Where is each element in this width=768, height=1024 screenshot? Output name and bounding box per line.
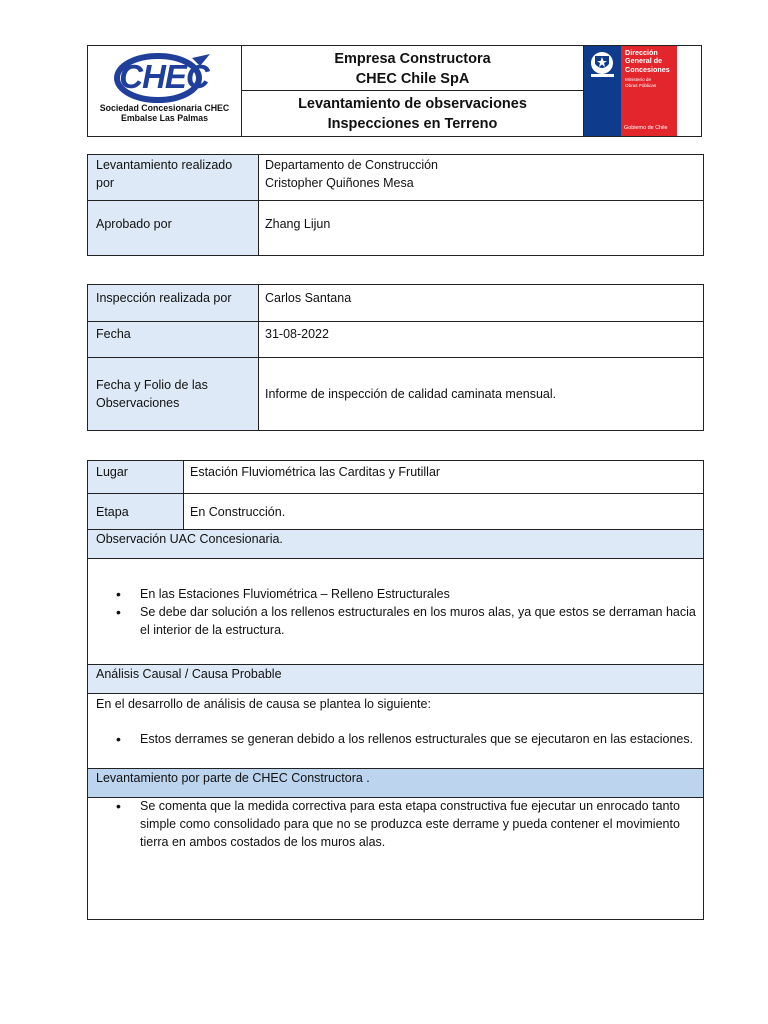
observacion-body xyxy=(88,585,696,639)
logo-caption-2: Embalse Las Palmas xyxy=(120,113,209,123)
gov-subtitle-line: Ministerio de xyxy=(625,77,652,82)
gov-title-line: General de xyxy=(625,56,663,66)
gov-title-line: Dirección xyxy=(625,48,658,57)
etapa-label: Etapa xyxy=(96,505,129,519)
gov-subtitle-line: Obras Públicas xyxy=(625,83,657,88)
etapa-value: En Construcción. xyxy=(190,505,286,519)
folio-label xyxy=(96,376,256,412)
inspection-table xyxy=(87,284,704,431)
gov-subtitle xyxy=(625,77,677,89)
gov-title xyxy=(625,49,677,74)
logo-caption-1: Sociedad Concesionaria CHEC xyxy=(99,103,230,113)
fecha-value: 31-08-2022 xyxy=(265,327,329,341)
list-item: • Se comenta que la medida correctiva para esta etapa constructiva fue ejecutar un enrocado tanto simple como consolidado para que no se produzca este derrame y pueda contener el movimiento tierra en ambos costados de los muros alas. xyxy=(140,797,696,851)
approval-table xyxy=(87,154,704,256)
company-line-1: Empresa Constructora xyxy=(334,51,491,67)
observation-table xyxy=(87,460,704,920)
lugar-value: Estación Fluviométrica las Carditas y Frutillar xyxy=(190,465,441,479)
realizado-label-line: por xyxy=(96,176,115,190)
folio-label-line: Fecha y Folio de las xyxy=(96,378,208,392)
logo-text: CHEC xyxy=(119,58,209,95)
aprobado-value: Zhang Lijun xyxy=(265,217,331,231)
company-cell xyxy=(242,46,583,90)
header-table xyxy=(87,45,702,137)
doc-title-line-2: Inspecciones en Terreno xyxy=(327,116,498,132)
folio-value: Informe de inspección de calidad caminata mensual. xyxy=(265,387,557,401)
folio-label-line: Observaciones xyxy=(96,396,180,410)
analisis-header-text: Análisis Causal / Causa Probable xyxy=(96,667,282,681)
analisis-body xyxy=(88,730,700,748)
coat-of-arms-icon xyxy=(586,48,619,80)
inspeccion-label: Inspección realizada por xyxy=(96,291,232,305)
analisis-intro: En el desarrollo de análisis de causa se plantea lo siguiente: xyxy=(96,697,431,711)
levantamiento-body xyxy=(88,797,696,851)
observacion-header-text: Observación UAC Concesionaria. xyxy=(96,532,283,546)
chec-logo xyxy=(88,46,241,136)
doc-title-line-1: Levantamiento de observaciones xyxy=(298,96,527,112)
realizado-value-line: Departamento de Construcción xyxy=(265,158,439,172)
fecha-label: Fecha xyxy=(96,327,131,341)
levantamiento-header-text: Levantamiento por parte de CHEC Constructora . xyxy=(96,771,370,785)
list-item: • Se debe dar solución a los rellenos estructurales en los muros alas, ya que estos se derraman hacia el interior de la estructura. xyxy=(140,603,696,639)
list-item: • En las Estaciones Fluviométrica – Relleno Estructurales xyxy=(140,585,696,603)
doc-title-cell xyxy=(242,91,583,136)
realizado-value-line: Cristopher Quiñones Mesa xyxy=(265,176,414,190)
inspeccion-value: Carlos Santana xyxy=(265,291,352,305)
realizado-label-line: Levantamiento realizado xyxy=(96,158,233,172)
realizado-label xyxy=(96,156,256,192)
gov-footer: Gobierno de Chile xyxy=(624,125,668,131)
list-item: • Estos derrames se generan debido a los rellenos estructurales que se ejecutaron en las estaciones. xyxy=(140,730,700,748)
lugar-label: Lugar xyxy=(96,465,128,479)
company-line-2: CHEC Chile SpA xyxy=(355,71,470,87)
gov-title-line: Concesiones xyxy=(625,64,670,74)
realizado-value xyxy=(265,156,695,192)
gov-logo xyxy=(584,46,701,136)
aprobado-label: Aprobado por xyxy=(96,217,172,231)
